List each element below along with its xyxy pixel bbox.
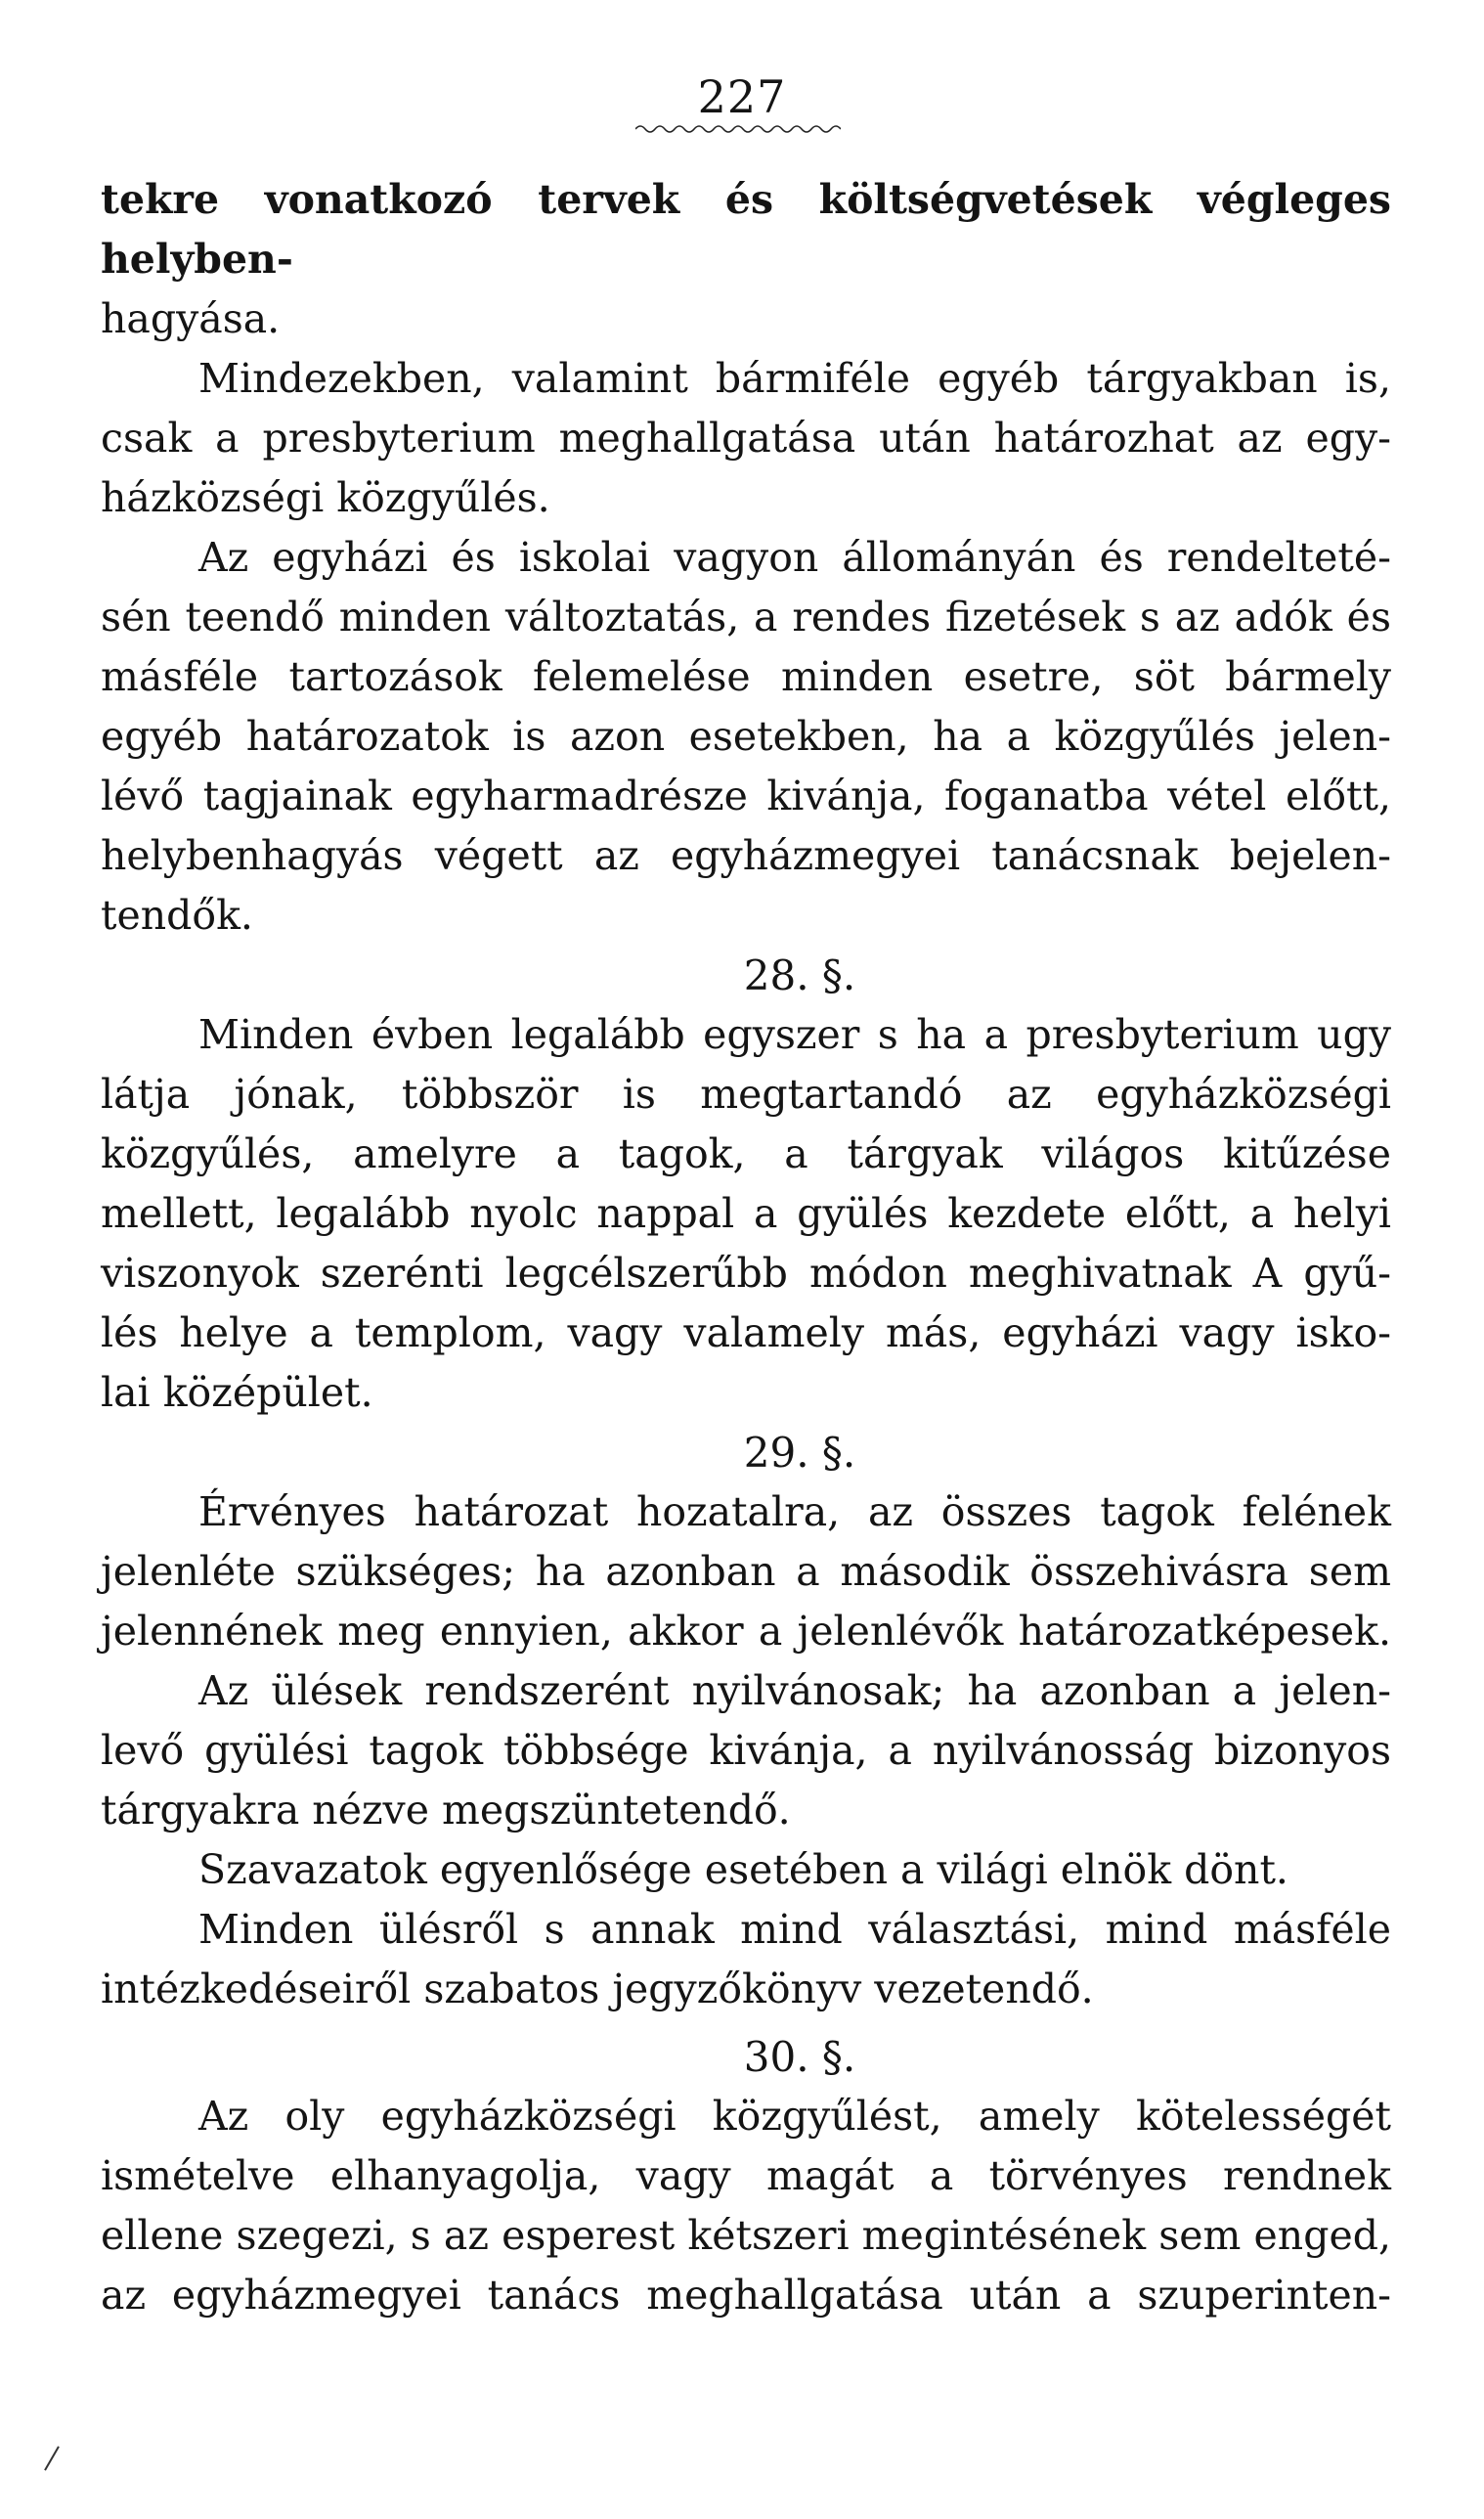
text-line: közgyűlés, amelyre a tagok, a tárgyak világos kitűzése <box>101 1130 1391 1177</box>
section-heading-28: 28. §. <box>743 951 856 999</box>
text-line: Mindezekben, valamint bármiféle egyéb tárgyakban is, <box>198 355 1391 402</box>
section-heading-30: 30. §. <box>743 2033 856 2081</box>
text-line: Szavazatok egyenlősége esetében a világi elnök dönt. <box>198 1846 1288 1893</box>
text-line: jelenléte szükséges; ha azonban a második összehivásra sem <box>101 1548 1391 1595</box>
text-line: Érvényes határozat hozatalra, az összes tagok felének <box>198 1488 1391 1535</box>
text-line: egyéb határozatok is azon esetekben, ha a közgyűlés jelen- <box>101 713 1391 760</box>
text-line: ismételve elhanyagolja, vagy magát a törvényes rendnek <box>101 2152 1391 2199</box>
text-line: lai középület. <box>101 1369 373 1416</box>
section-heading-29: 29. §. <box>743 1429 856 1477</box>
text-line: Minden ülésről s annak mind választási, mind másféle <box>198 1906 1391 1953</box>
body-text <box>101 170 1391 2325</box>
text-line: lévő tagjainak egyharmadrésze kivánja, foganatba vétel előtt, <box>101 773 1391 819</box>
text-line: tekre vonatkozó tervek és költségvetések végleges helyben- <box>101 176 1391 283</box>
text-line: csak a presbyterium meghallgatása után határozhat az egy- <box>101 415 1391 462</box>
text-line: helybenhagyás végett az egyházmegyei tanácsnak bejelen- <box>101 832 1391 879</box>
text-line: jelennének meg ennyien, akkor a jelenlévők határozatképesek. <box>101 1608 1391 1655</box>
text-line: viszonyok szerénti legcélszerűbb módon meghivatnak A gyű- <box>101 1250 1391 1297</box>
text-line: az egyházmegyei tanács meghallgatása után a szuperinten- <box>101 2272 1391 2319</box>
text-line: lés helye a templom, vagy valamely más, egyházi vagy isko- <box>101 1309 1391 1356</box>
text-line: Az ülések rendszerént nyilvánosak; ha azonban a jelen- <box>198 1667 1391 1714</box>
text-line: intézkedéseiről szabatos jegyzőkönyv vezetendő. <box>101 1966 1094 2012</box>
text-line: hagyása. <box>101 295 281 342</box>
decorative-wavy-rule <box>635 123 841 135</box>
text-line: levő gyülési tagok többsége kivánja, a nyilvánosság bizonyos <box>101 1727 1391 1774</box>
text-line: házközségi közgyűlés. <box>101 474 550 521</box>
text-line: tendők. <box>101 892 253 939</box>
text-line: Az oly egyházközségi közgyűlést, amely kötelességét <box>198 2093 1391 2140</box>
text-line: mellett, legalább nyolc nappal a gyülés kezdete előtt, a helyi <box>101 1190 1391 1237</box>
text-line: Minden évben legalább egyszer s ha a presbyterium ugy <box>198 1011 1391 1058</box>
text-line: tárgyakra nézve megszüntetendő. <box>101 1787 791 1834</box>
scan-mark <box>44 2446 60 2470</box>
text-line: másféle tartozások felemelése minden esetre, söt bármely <box>101 653 1391 700</box>
text-line: ellene szegezi, s az esperest kétszeri megintésének sem enged, <box>101 2212 1391 2259</box>
page-number: 227 <box>697 70 787 123</box>
text-line: sén teendő minden változtatás, a rendes fizetések s az adók és <box>101 594 1391 641</box>
text-line: látja jónak, többször is megtartandó az egyházközségi <box>101 1071 1391 1118</box>
text-line: Az egyházi és iskolai vagyon állományán és rendelteté- <box>198 534 1391 581</box>
